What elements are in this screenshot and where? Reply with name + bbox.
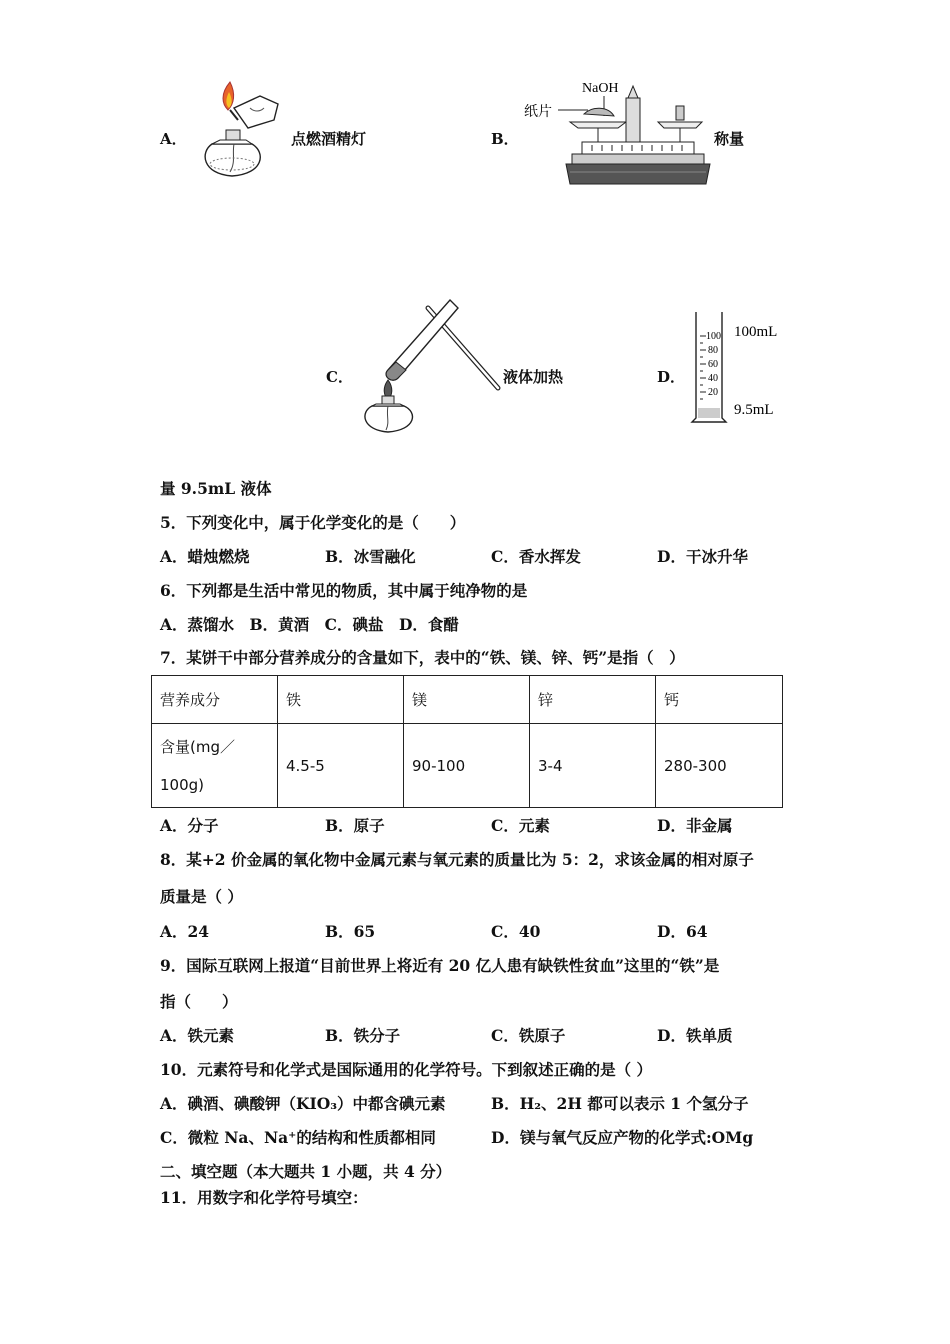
table-header-cell: 钙 (656, 676, 783, 724)
q10-option-a: A．碘酒、碘酸钾（KIO₃）中都含碘元素 (160, 1094, 446, 1113)
q5-option-c: C．香水挥发 (491, 547, 581, 566)
balance-weighing-figure (522, 76, 712, 188)
table-header-cell: 锌 (530, 676, 656, 724)
q6-stem: 6．下列都是生活中常见的物质，其中属于纯净物的是 (160, 581, 528, 600)
naoh-label: NaOH (582, 81, 619, 96)
table-cell-magnesium: 90-100 (404, 724, 530, 808)
section-2-title: 二、填空题（本大题共 1 小题，共 4 分） (160, 1162, 452, 1181)
liquid-heating-figure (358, 292, 504, 434)
paper-label: 纸片 (524, 104, 552, 120)
option-b-label: B． (491, 130, 519, 148)
option-c-label: C． (326, 368, 353, 386)
q8-option-c: C．40 (491, 922, 541, 941)
table-cell-calcium: 280-300 (656, 724, 783, 808)
nutrition-table (151, 675, 783, 808)
table-header-row (152, 676, 783, 724)
q7-stem: 7．某饼干中部分营养成分的含量如下，表中的“铁、镁、锌、钙”是指（ ） (160, 648, 685, 667)
q8-option-d: D．64 (657, 922, 708, 941)
q9-option-c: C．铁原子 (491, 1026, 566, 1045)
table-header-cell: 镁 (404, 676, 530, 724)
table-row (152, 724, 783, 808)
q5-stem: 5．下列变化中，属于化学变化的是（ ） (160, 513, 466, 532)
q5-option-d: D．干冰升华 (657, 547, 748, 566)
q10-option-d: D．镁与氧气反应产物的化学式:OMg (491, 1128, 754, 1147)
cylinder-volume-label: 100mL (734, 324, 778, 340)
cylinder-tick-40: 40 (708, 373, 718, 384)
table-header-cell: 营养成分 (152, 676, 278, 724)
liquid-volume-label: 9.5mL (734, 402, 774, 418)
q8-option-b: B．65 (325, 922, 376, 941)
q11-stem: 11．用数字和化学符号填空： (160, 1188, 368, 1207)
option-c-text: 液体加热 (503, 368, 564, 386)
cylinder-tick-20: 20 (708, 387, 718, 398)
q9-stem-line-2: 指（ ） (160, 992, 238, 1011)
q6-options: A．蒸馏水 B．黄酒 C．碘盐 D．食醋 (160, 615, 459, 634)
q7-option-b: B．原子 (325, 816, 385, 835)
table-cell-iron: 4.5-5 (278, 724, 404, 808)
q10-stem: 10．元素符号和化学式是国际通用的化学符号。下到叙述正确的是（ ） (160, 1060, 652, 1079)
option-b-text: 称量 (714, 130, 745, 148)
q7-option-a: A．分子 (160, 816, 219, 835)
q9-option-d: D．铁单质 (657, 1026, 733, 1045)
q9-stem-line-1: 9．国际互联网上报道“目前世界上将近有 20 亿人患有缺铁性贫血”这里的“铁”是 (160, 956, 720, 975)
q8-stem-line-1: 8．某+2 价金属的氧化物中金属元素与氧元素的质量比为 5：2，求该金属的相对原子 (160, 850, 754, 869)
graduated-cylinder-figure (688, 310, 788, 428)
row-label-line-1: 含量(mg／ (160, 737, 235, 756)
option-d-label: D． (657, 368, 686, 386)
row-label-line-2: 100g) (160, 775, 205, 794)
q9-option-a: A．铁元素 (160, 1026, 235, 1045)
q7-option-d: D．非金属 (657, 816, 733, 835)
table-cell-zinc: 3-4 (530, 724, 656, 808)
q10-option-b: B．H₂、2H 都可以表示 1 个氢分子 (491, 1094, 749, 1113)
alcohol-lamp-lighting-figure (190, 78, 290, 184)
q5-option-a: A．蜡烛燃烧 (160, 547, 250, 566)
option-a-text: 点燃酒精灯 (291, 130, 367, 148)
option-d-text: 量 9.5mL 液体 (160, 479, 272, 498)
q9-option-b: B．铁分子 (325, 1026, 401, 1045)
q7-option-c: C．元素 (491, 816, 550, 835)
table-row-label (152, 724, 278, 808)
cylinder-tick-60: 60 (708, 359, 718, 370)
q5-option-b: B．冰雪融化 (325, 547, 416, 566)
q10-option-c: C．微粒 Na、Na⁺的结构和性质都相同 (160, 1128, 436, 1147)
cylinder-tick-80: 80 (708, 345, 718, 356)
cylinder-tick-100: 100 (706, 331, 721, 342)
table-header-cell: 铁 (278, 676, 404, 724)
q8-stem-line-2: 质量是（ ） (160, 887, 243, 906)
option-a-label: A． (160, 130, 187, 148)
q8-option-a: A．24 (160, 922, 210, 941)
